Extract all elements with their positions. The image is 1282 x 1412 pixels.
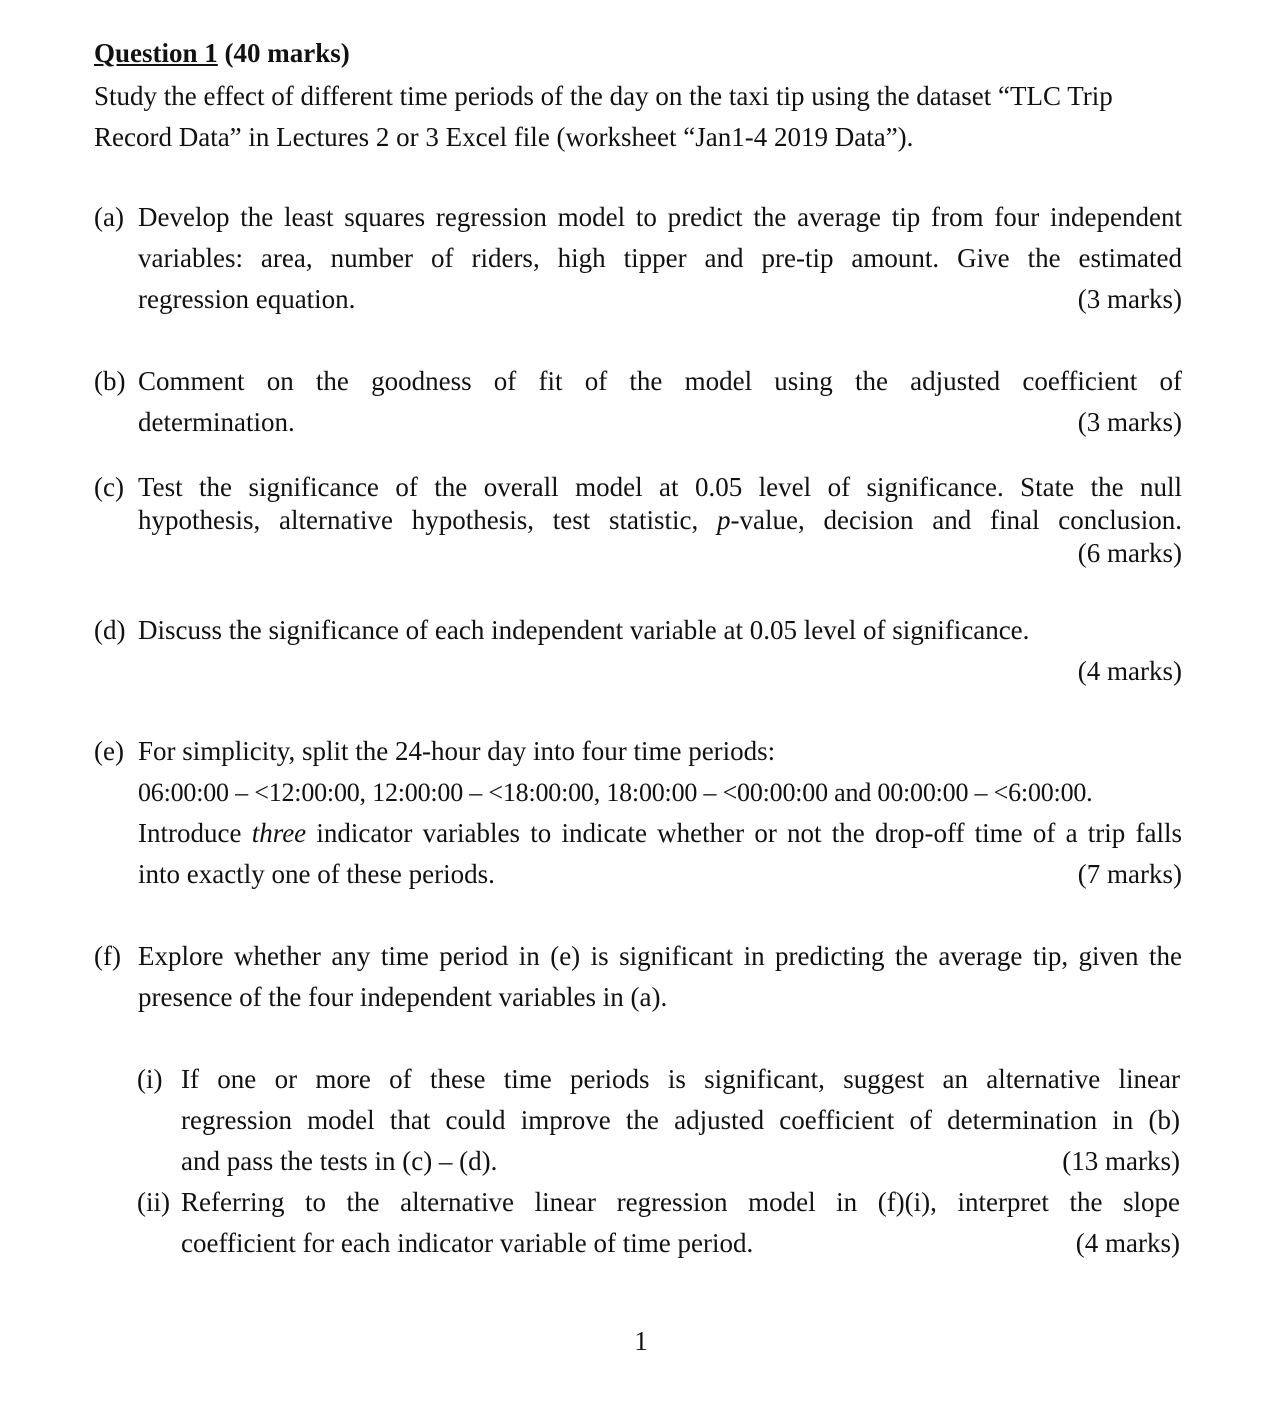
part-label: (c) [94, 472, 124, 502]
time-periods-line: 06:00:00 – <12:00:00, 12:00:00 – <18:00:00, 18:00:00 – <00:00:00 and 00:00:00 – <6:00:00. [138, 778, 1093, 807]
page-number: 1 [634, 1326, 648, 1356]
part-label: (e) [94, 736, 124, 766]
question-intro [94, 76, 1182, 158]
part-marks: (3 marks) [1077, 284, 1182, 314]
part-text-line: For simplicity, split the 24-hour day into four time periods: [138, 736, 776, 766]
question-number: Question 1 [94, 38, 218, 68]
subpart-text-line: Referring to the alternative linear regression model in (f)(i), interpret the slope [181, 1187, 1180, 1217]
subpart-label: (ii) [137, 1187, 170, 1217]
question-heading [94, 33, 1184, 74]
part-text-line: Discuss the significance of each independent variable at 0.05 level of significance. [138, 615, 1030, 645]
part-text-line: determination. [138, 407, 295, 437]
part-text-line: Comment on the goodness of fit of the model using the adjusted coefficient of [138, 366, 1182, 396]
subpart-text-line: regression model that could improve the adjusted coefficient of determination in (b) [181, 1105, 1180, 1135]
part-label: (f) [94, 941, 121, 971]
p-italic: p [717, 505, 731, 535]
part-marks: (3 marks) [1077, 407, 1182, 437]
part-text-line: hypothesis, alternative hypothesis, test statistic, p-value, decision and final conclusion. [138, 505, 1182, 535]
intro-line: Record Data” in Lectures 2 or 3 Excel file (worksheet “Jan1-4 2019 Data”). [94, 122, 914, 152]
part-text-line: Introduce three indicator variables to indicate whether or not the drop-off time of a trip falls [138, 818, 1183, 848]
subpart-text-line: If one or more of these time periods is significant, suggest an alternative linear [181, 1064, 1180, 1094]
question-total-marks: (40 marks) [224, 38, 350, 68]
subpart-f-i [137, 1059, 1180, 1182]
intro-line: Study the effect of different time periods of the day on the taxi tip using the dataset “TLC Trip [94, 81, 1113, 111]
part-label: (b) [94, 366, 126, 396]
subpart-text-line: and pass the tests in (c) – (d). [181, 1146, 498, 1176]
part-text-line: regression equation. [138, 284, 356, 314]
part-c [94, 471, 1182, 570]
part-marks: (7 marks) [1077, 859, 1182, 889]
part-e [94, 731, 1182, 895]
part-text-line: into exactly one of these periods. [138, 859, 495, 889]
part-marks: (6 marks) [1077, 538, 1182, 568]
part-text-line: variables: area, number of riders, high tipper and pre-tip amount. Give the estimated [138, 243, 1182, 273]
part-d [94, 610, 1182, 692]
part-text-line: Test the significance of the overall model at 0.05 level of significance. State the null [138, 472, 1182, 502]
part-label: (d) [94, 615, 126, 645]
subpart-f-ii [137, 1182, 1180, 1264]
part-f [94, 936, 1182, 1018]
subpart-label: (i) [137, 1064, 163, 1094]
subpart-marks: (4 marks) [1075, 1228, 1180, 1258]
part-a [94, 197, 1182, 320]
subpart-marks: (13 marks) [1062, 1146, 1180, 1176]
part-text-line: Develop the least squares regression model to predict the average tip from four independent [138, 202, 1182, 232]
part-text-line: presence of the four independent variables in (a). [138, 982, 668, 1012]
three-italic: three [251, 818, 307, 848]
subpart-text-line: coefficient for each indicator variable of time period. [181, 1228, 754, 1258]
part-marks: (4 marks) [1077, 656, 1182, 686]
part-label: (a) [94, 202, 124, 232]
part-b [94, 361, 1182, 443]
part-text-line: Explore whether any time period in (e) is significant in predicting the average tip, given the [138, 941, 1182, 971]
